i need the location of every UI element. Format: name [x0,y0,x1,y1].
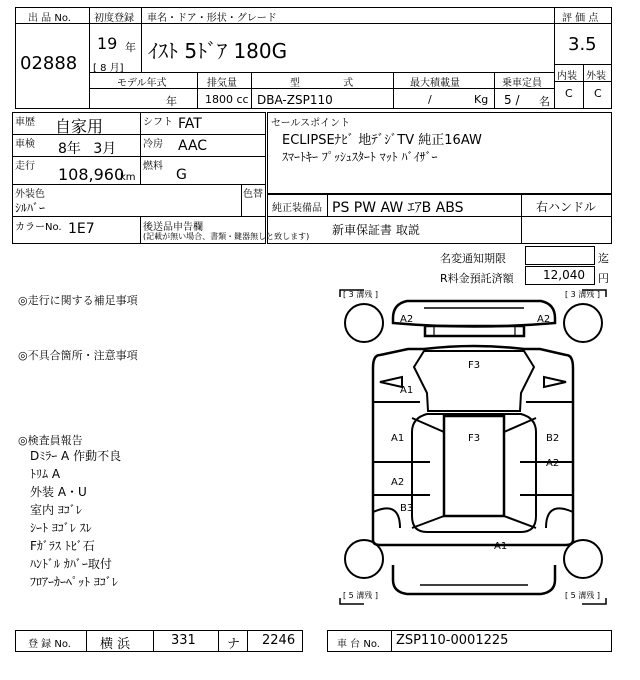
transfer-deadline-box [525,246,595,265]
tread-front-right: [ 3 溝残 ] [565,290,600,299]
first-registration-label: 初度登録 [94,13,134,24]
sales-points-label: セールスポイント [271,118,351,129]
inspector-item: ｼｰﾄ ﾖｺﾞﾚ ｽﾚ [30,521,92,535]
inspector-item: ﾄﾘﾑ A [30,467,61,481]
lot-number: 02888 [20,53,78,74]
steering-value: 右ハンドル [536,200,597,214]
car-name-label: 車名・ドア・形状・グレード [147,13,277,24]
color-number-value: 1E7 [68,221,95,237]
supplement-title: ◎走行に関する補足事項 [18,294,138,307]
damage-mark: F3 [468,433,481,444]
capacity-unit: 名 [539,95,550,108]
damage-mark: A1 [400,385,414,396]
exterior-label: 外装 [586,71,606,82]
inspector-item: ﾌﾛｱｰｶｰﾍﾟｯﾄ ﾖｺﾞﾚ [30,575,118,589]
model-value: DBA-ZSP110 [257,93,333,107]
fuel-label: 燃料 [143,161,163,172]
damage-mark: F3 [468,360,481,371]
history-label: 車歴 [15,117,35,128]
max-load-slash: / [428,93,432,106]
first-registration-year: 19 [97,34,118,53]
tread-front-left: [ 3 溝残 ] [343,290,378,299]
damage-mark: A1 [391,433,405,444]
transfer-deadline-label: 名変通知期限 [440,252,506,265]
color-number-label: カラーNo. [15,222,62,233]
exterior-color-label: 外装色 [15,189,45,200]
inspection-value: 8年 3月 [58,141,117,157]
registration-number: 2246 [262,633,296,648]
mileage-label: 走行 [15,161,35,172]
max-load-label: 最大積載量 [410,78,460,89]
mileage-unit: km [120,172,136,183]
tread-rear-right: [ 5 溝残 ] [565,591,600,600]
transfer-deadline-unit: 迄 [598,252,609,265]
displacement-value: 1800 cc [205,93,249,106]
damage-mark: A2 [400,314,414,325]
sales-points-line1: ECLIPSEﾅﾋﾞ 地ﾃﾞｼﾞTV 純正16AW [282,133,482,148]
registration-kana: ナ [227,637,241,652]
inspector-title: ◎検査員報告 [18,434,83,447]
damage-mark: A2 [537,314,551,325]
ac-label: 冷房 [143,139,163,150]
chassis-number: ZSP110-0001225 [396,633,509,648]
capacity-label: 乗車定員 [502,78,542,89]
shift-value: FAT [178,116,202,132]
inspector-item: Fｶﾞﾗｽ ﾄﾋﾞ石 [30,539,95,553]
later-items-label: 後送品申告欄 [143,222,203,233]
chassis-label: 車 台 No. [337,639,380,650]
rating-label: 評 価 点 [562,13,599,24]
car-name: ｲｽﾄ 5ﾄﾞｱ 180G [148,39,288,63]
recycle-fee-value: 12,040 [543,268,585,282]
first-registration-year-unit: 年 [125,41,136,54]
warranty-value: 新車保証書 取説 [332,223,420,237]
rating-value: 3.5 [568,34,597,55]
recycle-fee-unit: 円 [598,272,609,285]
shift-label: シフト [143,117,173,128]
exterior-color-value: ｼﾙﾊﾞｰ [15,201,46,215]
damage-mark: A1 [494,541,508,552]
inspector-item: ﾊﾝﾄﾞﾙ ｶﾊﾞｰ取付 [30,557,112,571]
damage-mark: B3 [400,503,414,514]
registration-class: 331 [171,633,196,648]
equipment-label: 純正装備品 [272,203,322,214]
sales-points-line2: ｽﾏｰﾄｷｰ ﾌﾟｯｼｭｽﾀｰﾄ ﾏｯﾄ ﾊﾞｲｻﾞｰ [282,150,438,164]
mileage-value: 108,960 [58,165,125,184]
interior-grade: C [565,87,573,100]
registration-label: 登 録 No. [28,639,71,650]
capacity-value: 5 / [504,93,520,107]
model-year-unit: 年 [166,95,177,108]
max-load-unit: Kg [474,93,489,106]
recycle-fee-label: R料金預託済額 [440,272,514,285]
registration-city: 横 浜 [100,637,131,652]
lot-label: 出 品 No. [28,13,71,24]
color-change-label: 色替 [243,189,263,200]
interior-label: 内装 [557,71,577,82]
exterior-grade: C [594,87,602,100]
displacement-label: 排気量 [207,78,237,89]
model-label: 型 式 [290,78,354,89]
ac-value: AAC [178,138,208,154]
later-items-note: (記載が無い場合、書類・鍵器無しと致します) [143,232,310,241]
first-registration-month: [ 8 月] [93,63,124,74]
inspector-item: 外装 A・U [30,485,87,499]
inspector-item: Dﾐﾗｰ A 作動不良 [30,449,122,463]
damage-mark: A2 [391,477,405,488]
car-damage-diagram [332,286,614,610]
equipment-value: PS PW AW ｴｱB ABS [332,200,464,216]
damage-mark: A2 [546,458,560,469]
model-year-label: モデル年式 [117,78,167,89]
tread-rear-left: [ 5 溝残 ] [343,591,378,600]
history-value: 自家用 [55,117,104,136]
inspection-label: 車検 [15,139,35,150]
damage-mark: B2 [546,433,560,444]
defects-title: ◎不具合箇所・注意事項 [18,349,138,362]
fuel-value: G [176,167,187,183]
inspector-item: 室内 ﾖｺﾞﾚ [30,503,82,517]
